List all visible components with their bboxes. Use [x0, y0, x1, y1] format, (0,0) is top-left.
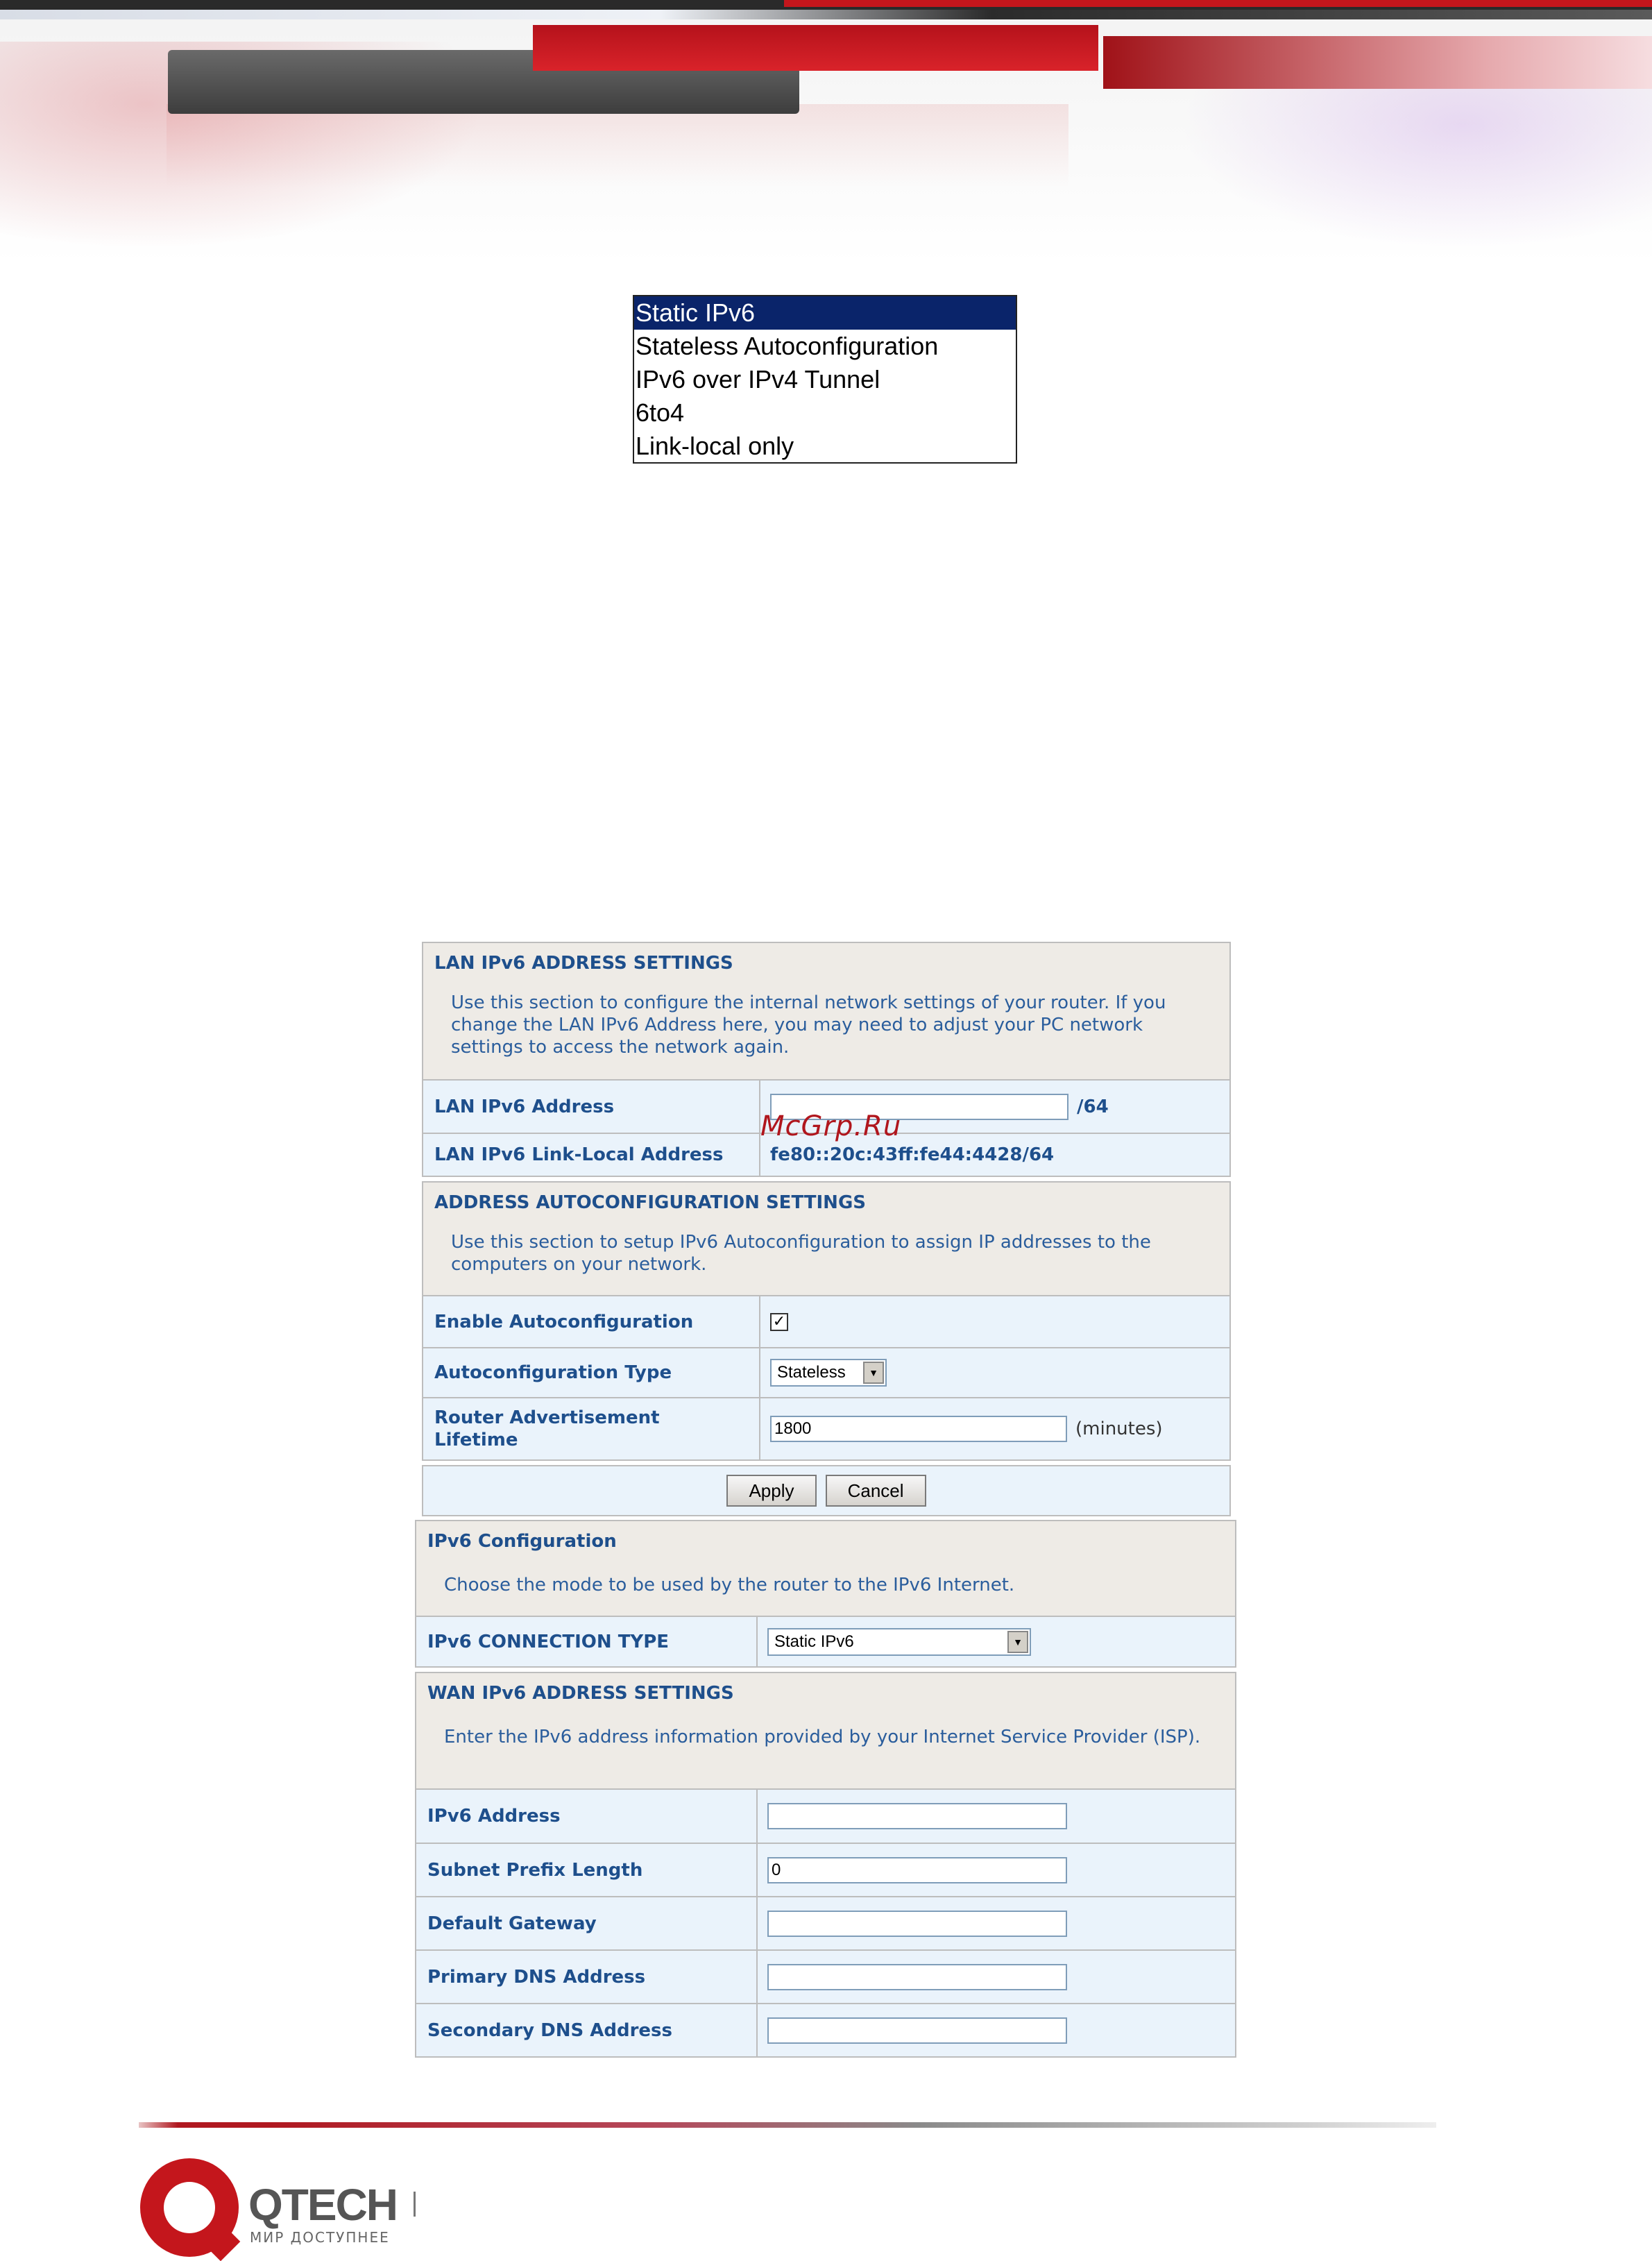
autoconf-section-title: ADDRESS AUTOCONFIGURATION SETTINGS: [434, 1192, 867, 1213]
dropdown-option[interactable]: Stateless Autoconfiguration: [636, 332, 939, 360]
connection-type-value: Static IPv6: [774, 1632, 854, 1651]
ipv6-config-description: Choose the mode to be used by the router to the IPv6 Internet.: [444, 1575, 1015, 1595]
enable-autoconf-row: [423, 1296, 1230, 1348]
footer-divider-line: [139, 2122, 1436, 2128]
header-banner: [0, 0, 1652, 264]
ipv6-config-section-header: [415, 1520, 1236, 1617]
wan-field-row: [416, 1790, 1236, 1843]
autoconf-section-description: Use this section to setup IPv6 Autoconfiguration to assign IP addresses to the computers on your network.: [451, 1232, 1151, 1275]
ra-lifetime-row: [423, 1398, 1230, 1460]
banner-glow-center: [167, 104, 1068, 187]
chevron-down-icon[interactable]: ▼: [863, 1362, 884, 1384]
enable-autoconf-checkbox[interactable]: ✓: [770, 1313, 788, 1331]
wan-field-row: [416, 1897, 1236, 1950]
footer-brand: QTECH: [248, 2180, 397, 2230]
chevron-down-icon[interactable]: ▼: [1007, 1631, 1028, 1653]
banner-red-line: [784, 0, 1652, 7]
lan-section-header: [422, 942, 1231, 1081]
wan-field-row: [416, 1843, 1236, 1897]
autoconf-type-label: Autoconfiguration Type: [423, 1348, 760, 1398]
dropdown-option[interactable]: IPv6 over IPv4 Tunnel: [636, 365, 880, 393]
footer-divider-bar: [414, 2192, 416, 2217]
footer-tagline: МИР ДОСТУПНЕЕ: [250, 2229, 390, 2246]
connection-type-dropdown-list[interactable]: [633, 295, 1017, 464]
dropdown-option[interactable]: Static IPv6: [634, 296, 1016, 330]
ra-lifetime-input[interactable]: 1800: [770, 1416, 1067, 1442]
ra-lifetime-label: Router Advertisement Lifetime: [423, 1398, 760, 1460]
wan-section-description: Enter the IPv6 address information provided by your Internet Service Provider (ISP).: [444, 1727, 1201, 1747]
primary-dns-input[interactable]: [767, 1964, 1067, 1990]
wan-section-title: WAN IPv6 ADDRESS SETTINGS: [427, 1683, 734, 1704]
autoconf-type-select[interactable]: [770, 1359, 887, 1387]
watermark-text: McGrp.Ru: [760, 1110, 902, 1142]
banner-red-bar-right: [1103, 36, 1652, 89]
primary-dns-label: Primary DNS Address: [416, 1950, 757, 2004]
connection-type-select[interactable]: [767, 1628, 1031, 1656]
secondary-dns-label: Secondary DNS Address: [416, 2004, 757, 2057]
dropdown-option[interactable]: 6to4: [636, 398, 685, 427]
autoconf-type-row: [423, 1348, 1230, 1398]
lan-address-label: LAN IPv6 Address: [423, 1081, 760, 1133]
connection-type-row: [416, 1617, 1236, 1667]
link-local-label: LAN IPv6 Link-Local Address: [423, 1133, 760, 1176]
autoconf-type-value: Stateless: [777, 1363, 846, 1382]
lan-section-description: Use this section to configure the internal network settings of your router. If you change the LAN IPv6 Address here, you may need to adjust your PC network settings to access the network again.: [451, 992, 1166, 1058]
default-gateway-label: Default Gateway: [416, 1897, 757, 1950]
default-gateway-input[interactable]: [767, 1911, 1067, 1937]
connection-type-label: IPv6 CONNECTION TYPE: [416, 1617, 757, 1667]
qtech-logo-icon: [140, 2158, 239, 2257]
ipv6-address-input[interactable]: [767, 1803, 1067, 1829]
dropdown-option[interactable]: Link-local only: [636, 432, 794, 460]
wan-field-row: [416, 2004, 1236, 2057]
wan-section-header: [415, 1672, 1236, 1790]
link-local-value: fe80::20c:43ff:fe44:4428/64: [770, 1144, 1055, 1165]
ipv6-address-label: IPv6 Address: [416, 1790, 757, 1843]
wan-field-row: [416, 1950, 1236, 2004]
ipv6-config-title: IPv6 Configuration: [427, 1531, 617, 1552]
enable-autoconf-label: Enable Autoconfiguration: [423, 1296, 760, 1348]
button-row: [422, 1465, 1231, 1516]
wan-settings-panel: [415, 1520, 1236, 2058]
subnet-prefix-input[interactable]: 0: [767, 1857, 1067, 1883]
cancel-button[interactable]: Cancel: [826, 1475, 926, 1507]
banner-red-bar: [533, 25, 1098, 71]
lan-section-title: LAN IPv6 ADDRESS SETTINGS: [434, 953, 733, 974]
banner-second-stripe: [0, 10, 1652, 19]
lan-settings-panel: [422, 942, 1231, 1516]
ra-lifetime-unit: (minutes): [1075, 1419, 1163, 1439]
apply-button[interactable]: Apply: [726, 1475, 816, 1507]
secondary-dns-input[interactable]: [767, 2017, 1067, 2044]
lan-prefix-suffix: /64: [1077, 1096, 1109, 1117]
subnet-prefix-label: Subnet Prefix Length: [416, 1843, 757, 1897]
autoconf-section-header: [422, 1181, 1231, 1296]
